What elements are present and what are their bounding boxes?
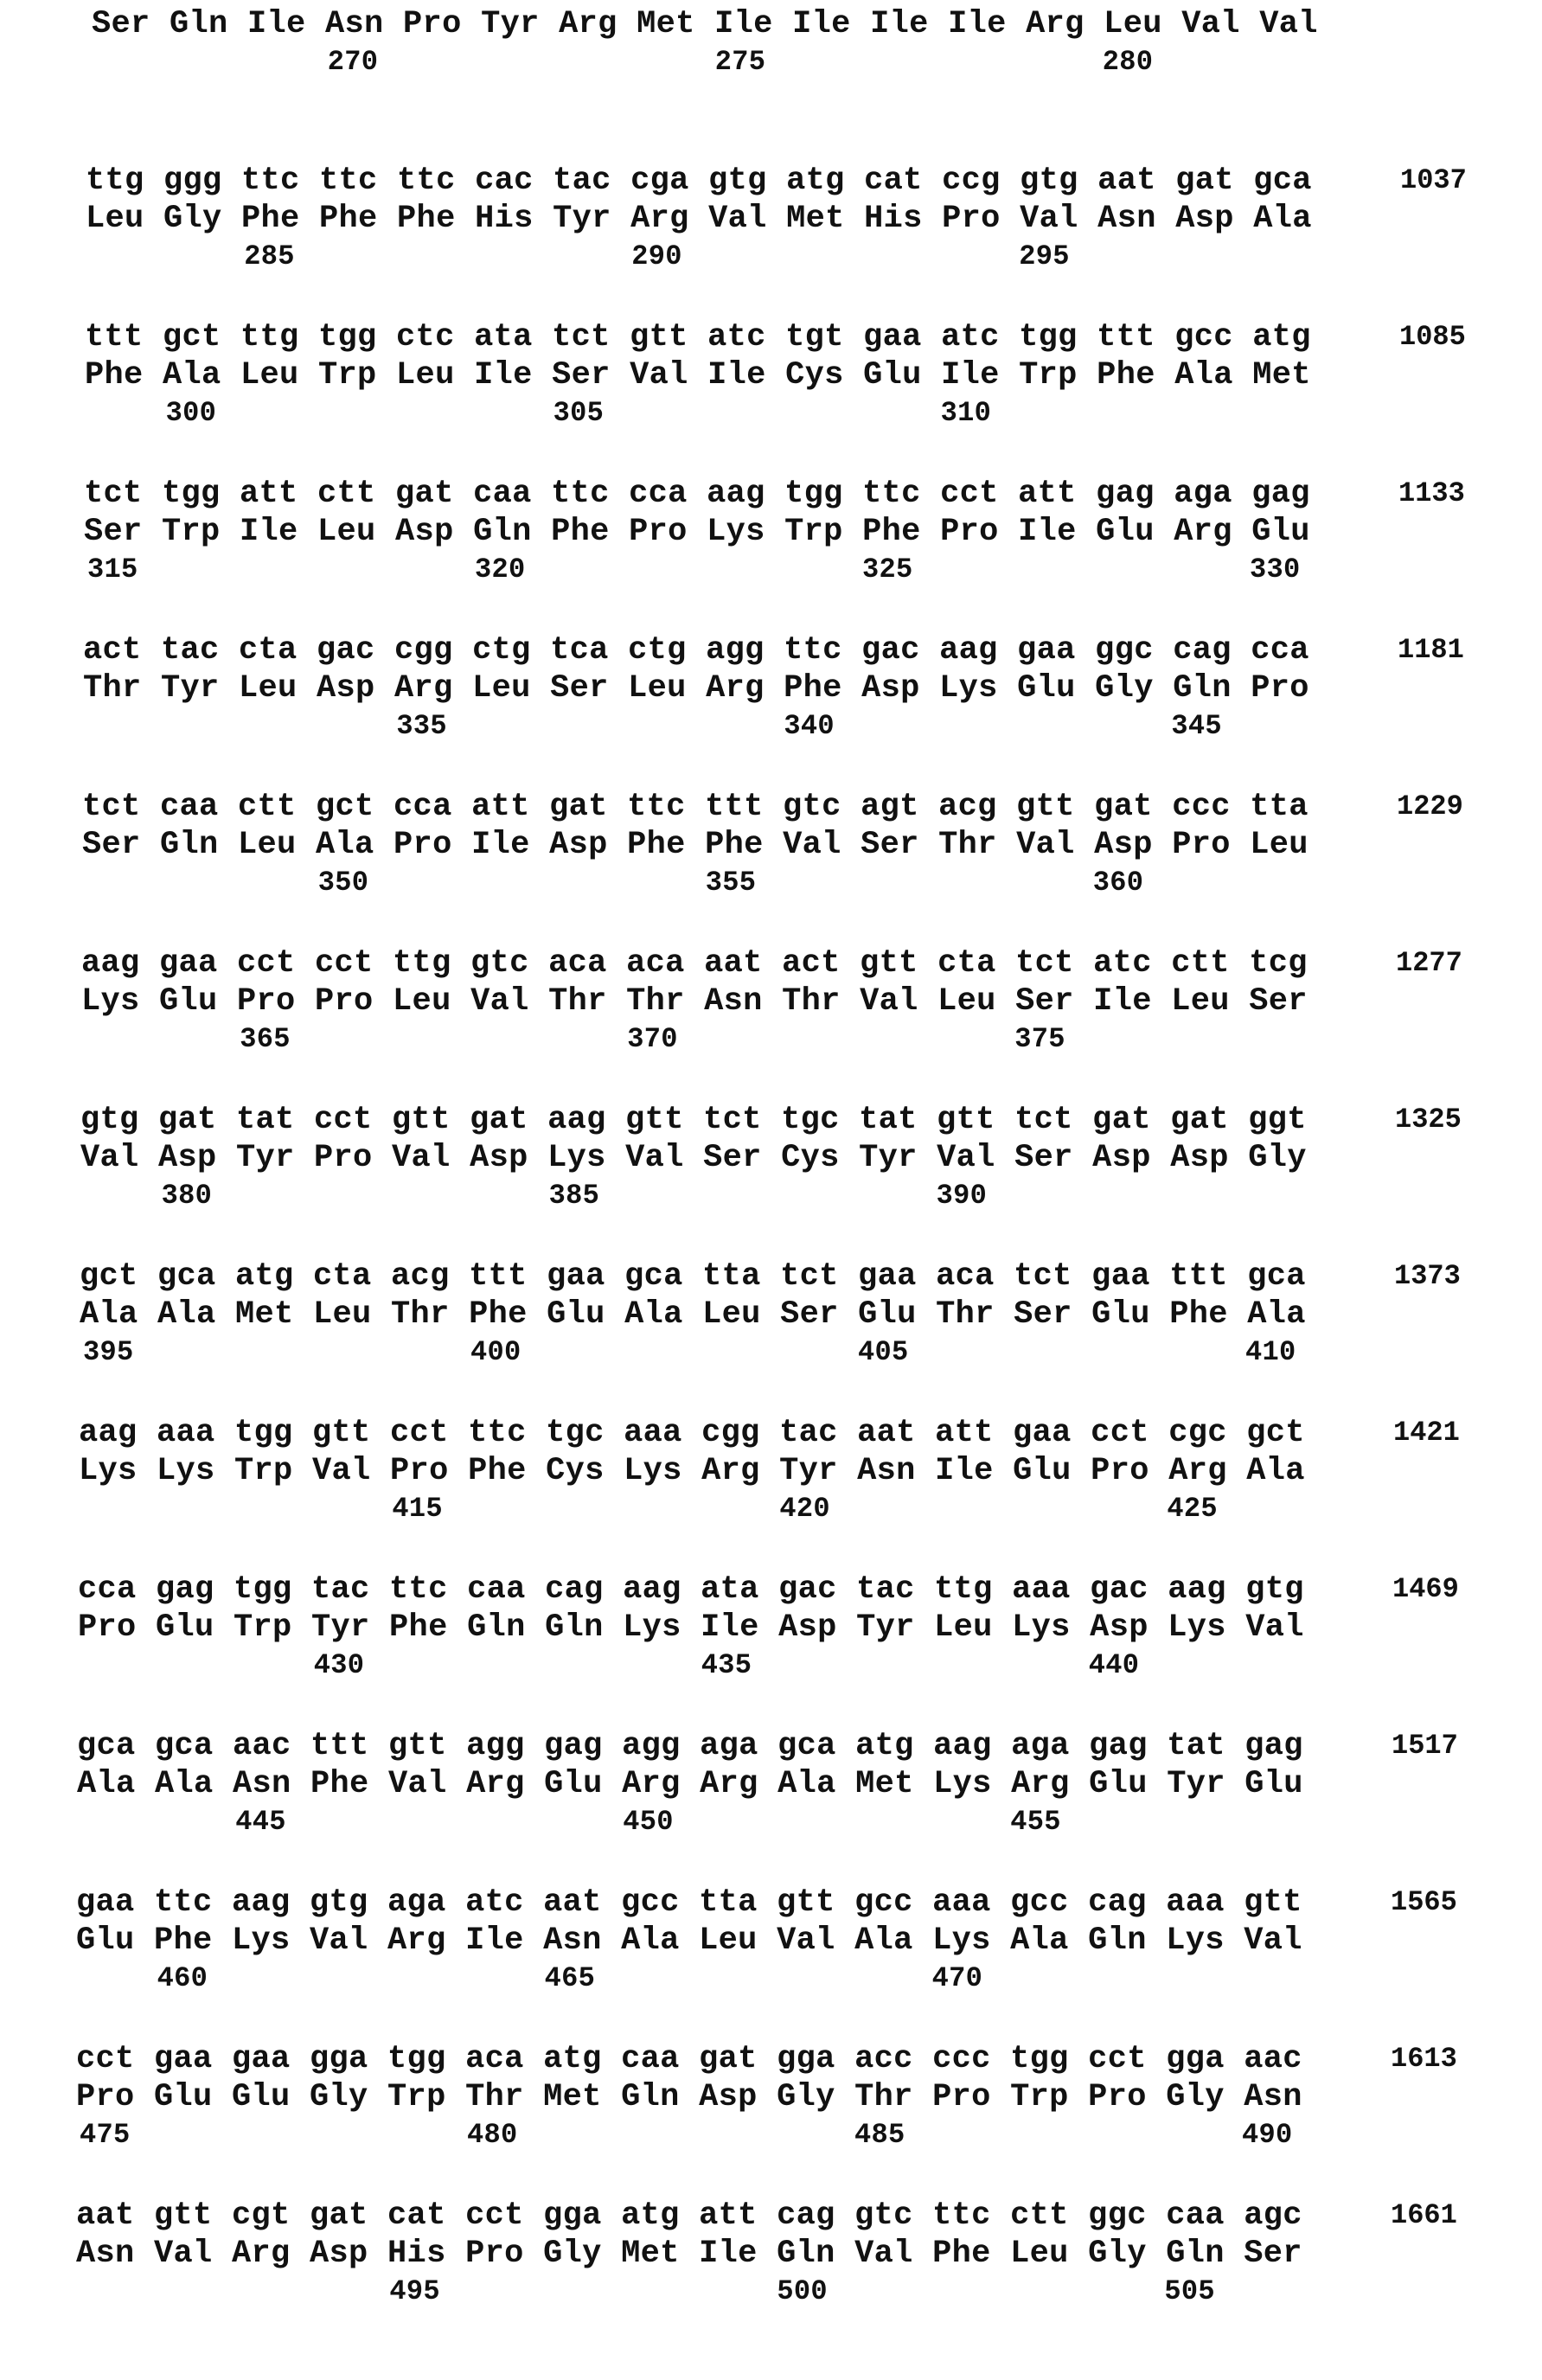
sequence-block <box>80 1101 1507 1248</box>
residue-number: 455 <box>1010 1803 1061 1841</box>
residue-number: 355 <box>706 864 757 902</box>
residue-number: 350 <box>318 864 369 902</box>
sequence-block <box>92 0 1519 114</box>
residue-number: 375 <box>1014 1020 1065 1059</box>
sequence-block <box>80 1257 1507 1404</box>
residue-number: 300 <box>166 394 217 432</box>
sequence-block <box>76 1884 1503 2031</box>
nucleotide-position: 1133 <box>1398 475 1465 513</box>
codon-row: gtg gat tat cct gtt gat aag gtt tct tgc tat gtt tct gat gat ggt <box>80 1101 1307 1139</box>
codon-row: act tac cta gac cgg ctg tca ctg agg ttc gac aag gaa ggc cag cca <box>83 631 1309 669</box>
amino-acid-row: Thr Tyr Leu Asp Arg Leu Ser Leu Arg Phe Asp Lys Glu Gly Gln Pro <box>83 669 1309 707</box>
residue-number: 390 <box>937 1177 988 1215</box>
residue-number: 305 <box>553 394 605 432</box>
amino-acid-row: Lys Glu Pro Pro Leu Val Thr Thr Asn Thr Val Leu Ser Ile Leu Ser <box>81 982 1308 1020</box>
residue-number: 475 <box>80 2116 131 2154</box>
residue-number-row <box>79 1490 1376 1528</box>
nucleotide-position: 1661 <box>1391 2197 1457 2235</box>
nucleotide-position: 1421 <box>1393 1414 1460 1452</box>
residue-number-row <box>76 2273 1373 2311</box>
residue-number: 285 <box>244 238 295 276</box>
codon-row: gca gca aac ttt gtt agg gag agg aga gca atg aag aga gag tat gag <box>77 1727 1303 1765</box>
nucleotide-position: 1565 <box>1391 1884 1457 1922</box>
residue-number-row <box>86 238 1383 276</box>
amino-acid-row: Ser Gln Ile Asn Pro Tyr Arg Met Ile Ile Ile Ile Arg Leu Val Val <box>92 5 1318 43</box>
residue-number-row <box>76 2116 1373 2154</box>
residue-number: 275 <box>715 43 766 81</box>
residue-number: 395 <box>83 1334 134 1372</box>
amino-acid-row: Glu Phe Lys Val Arg Ile Asn Ala Leu Val Ala Lys Ala Gln Lys Val <box>76 1922 1302 1960</box>
residue-number: 450 <box>623 1803 674 1841</box>
codon-row: ttt gct ttg tgg ctc ata tct gtt atc tgt gaa atc tgg ttt gcc atg <box>85 318 1311 356</box>
codon-row: cct gaa gaa gga tgg aca atg caa gat gga acc ccc tgg cct gga aac <box>76 2040 1302 2078</box>
residue-number: 410 <box>1245 1334 1296 1372</box>
residue-number-row <box>77 1803 1374 1841</box>
residue-number: 500 <box>777 2273 828 2311</box>
residue-number-row <box>92 43 1389 81</box>
nucleotide-position: 1325 <box>1395 1101 1462 1139</box>
residue-number: 495 <box>389 2273 440 2311</box>
amino-acid-row: Pro Glu Trp Tyr Phe Gln Gln Lys Ile Asp Tyr Leu Lys Asp Lys Val <box>78 1609 1304 1647</box>
residue-number: 445 <box>235 1803 286 1841</box>
residue-number: 290 <box>631 238 682 276</box>
nucleotide-position: 1373 <box>1394 1257 1461 1296</box>
residue-number-row <box>84 551 1381 589</box>
residue-number: 340 <box>784 707 835 745</box>
residue-number-row <box>82 864 1379 902</box>
residue-number: 480 <box>467 2116 518 2154</box>
amino-acid-row: Ser Gln Leu Ala Pro Ile Asp Phe Phe Val Ser Thr Val Asp Pro Leu <box>82 826 1308 864</box>
residue-number: 380 <box>162 1177 213 1215</box>
amino-acid-row: Val Asp Tyr Pro Val Asp Lys Val Ser Cys Tyr Val Ser Asp Asp Gly <box>80 1139 1307 1177</box>
nucleotide-position: 1517 <box>1392 1727 1458 1765</box>
residue-number: 425 <box>1167 1490 1218 1528</box>
sequence-block <box>76 2197 1503 2344</box>
codon-row: tct tgg att ctt gat caa ttc cca aag tgg ttc cct att gag aga gag <box>84 475 1310 513</box>
nucleotide-position: 1277 <box>1396 944 1462 982</box>
residue-number: 280 <box>1103 43 1154 81</box>
residue-number: 295 <box>1019 238 1070 276</box>
residue-number: 430 <box>314 1647 365 1685</box>
sequence-block <box>83 631 1510 778</box>
sequence-block <box>76 2040 1503 2187</box>
codon-row: aat gtt cgt gat cat cct gga atg att cag gtc ttc ctt ggc caa agc <box>76 2197 1302 2235</box>
codon-row: aag gaa cct cct ttg gtc aca aca aat act gtt cta tct atc ctt tcg <box>81 944 1308 982</box>
codon-row: tct caa ctt gct cca att gat ttc ttt gtc agt acg gtt gat ccc tta <box>82 788 1308 826</box>
residue-number: 465 <box>545 1960 596 1998</box>
codon-row: gaa ttc aag gtg aga atc aat gcc tta gtt gcc aaa gcc cag aaa gtt <box>76 1884 1302 1922</box>
residue-number: 325 <box>862 551 913 589</box>
residue-number: 440 <box>1089 1647 1140 1685</box>
residue-number: 370 <box>627 1020 678 1059</box>
nucleotide-position: 1181 <box>1398 631 1464 669</box>
residue-number-row <box>80 1177 1378 1215</box>
sequence-block <box>78 1571 1505 1718</box>
nucleotide-position: 1613 <box>1391 2040 1457 2078</box>
amino-acid-row: Pro Glu Glu Gly Trp Thr Met Gln Asp Gly Thr Pro Trp Pro Gly Asn <box>76 2078 1302 2116</box>
residue-number: 360 <box>1093 864 1144 902</box>
residue-number: 435 <box>701 1647 752 1685</box>
residue-number-row <box>85 394 1382 432</box>
residue-number: 505 <box>1164 2273 1215 2311</box>
residue-number-row <box>76 1960 1373 1998</box>
residue-number-row <box>80 1334 1377 1372</box>
residue-number: 420 <box>779 1490 830 1528</box>
nucleotide-position: 1037 <box>1400 162 1467 200</box>
residue-number-row <box>83 707 1380 745</box>
residue-number: 270 <box>328 43 379 81</box>
residue-number: 320 <box>475 551 526 589</box>
residue-number: 470 <box>932 1960 983 1998</box>
sequence-block <box>81 944 1508 1091</box>
residue-number-row <box>78 1647 1375 1685</box>
residue-number: 485 <box>854 2116 905 2154</box>
residue-number: 365 <box>240 1020 291 1059</box>
amino-acid-row: Leu Gly Phe Phe Phe His Tyr Arg Val Met His Pro Val Asn Asp Ala <box>86 200 1312 238</box>
residue-number: 405 <box>858 1334 909 1372</box>
residue-number: 315 <box>87 551 138 589</box>
residue-number: 335 <box>396 707 447 745</box>
residue-number: 415 <box>392 1490 443 1528</box>
codon-row: ttg ggg ttc ttc ttc cac tac cga gtg atg cat ccg gtg aat gat gca <box>86 162 1312 200</box>
amino-acid-row: Lys Lys Trp Val Pro Phe Cys Lys Arg Tyr Asn Ile Glu Pro Arg Ala <box>79 1452 1305 1490</box>
residue-number: 490 <box>1242 2116 1293 2154</box>
codon-row: aag aaa tgg gtt cct ttc tgc aaa cgg tac aat att gaa cct cgc gct <box>79 1414 1305 1452</box>
sequence-block <box>77 1727 1504 1874</box>
nucleotide-position: 1469 <box>1392 1571 1459 1609</box>
sequence-block <box>79 1414 1506 1561</box>
sequence-block <box>84 475 1511 622</box>
sequence-block <box>86 162 1513 309</box>
codon-row: gct gca atg cta acg ttt gaa gca tta tct gaa aca tct gaa ttt gca <box>80 1257 1306 1296</box>
amino-acid-row: Phe Ala Leu Trp Leu Ile Ser Val Ile Cys Glu Ile Trp Phe Ala Met <box>85 356 1311 394</box>
residue-number: 400 <box>470 1334 521 1372</box>
amino-acid-row: Asn Val Arg Asp His Pro Gly Met Ile Gln Val Phe Leu Gly Gln Ser <box>76 2235 1302 2273</box>
nucleotide-position: 1229 <box>1397 788 1463 826</box>
nucleotide-position: 1085 <box>1399 318 1466 356</box>
residue-number: 460 <box>157 1960 208 1998</box>
sequence-block <box>85 318 1512 465</box>
sequence-block <box>82 788 1509 935</box>
residue-number-row <box>81 1020 1379 1059</box>
residue-number: 385 <box>549 1177 600 1215</box>
residue-number: 330 <box>1250 551 1301 589</box>
amino-acid-row: Ser Trp Ile Leu Asp Gln Phe Pro Lys Trp Phe Pro Ile Glu Arg Glu <box>84 513 1310 551</box>
amino-acid-row: Ala Ala Asn Phe Val Arg Glu Arg Arg Ala Met Lys Arg Glu Tyr Glu <box>77 1765 1303 1803</box>
residue-number: 345 <box>1171 707 1222 745</box>
amino-acid-row: Ala Ala Met Leu Thr Phe Glu Ala Leu Ser Glu Thr Ser Glu Phe Ala <box>80 1296 1306 1334</box>
residue-number: 310 <box>941 394 992 432</box>
codon-row: cca gag tgg tac ttc caa cag aag ata gac tac ttg aaa gac aag gtg <box>78 1571 1304 1609</box>
